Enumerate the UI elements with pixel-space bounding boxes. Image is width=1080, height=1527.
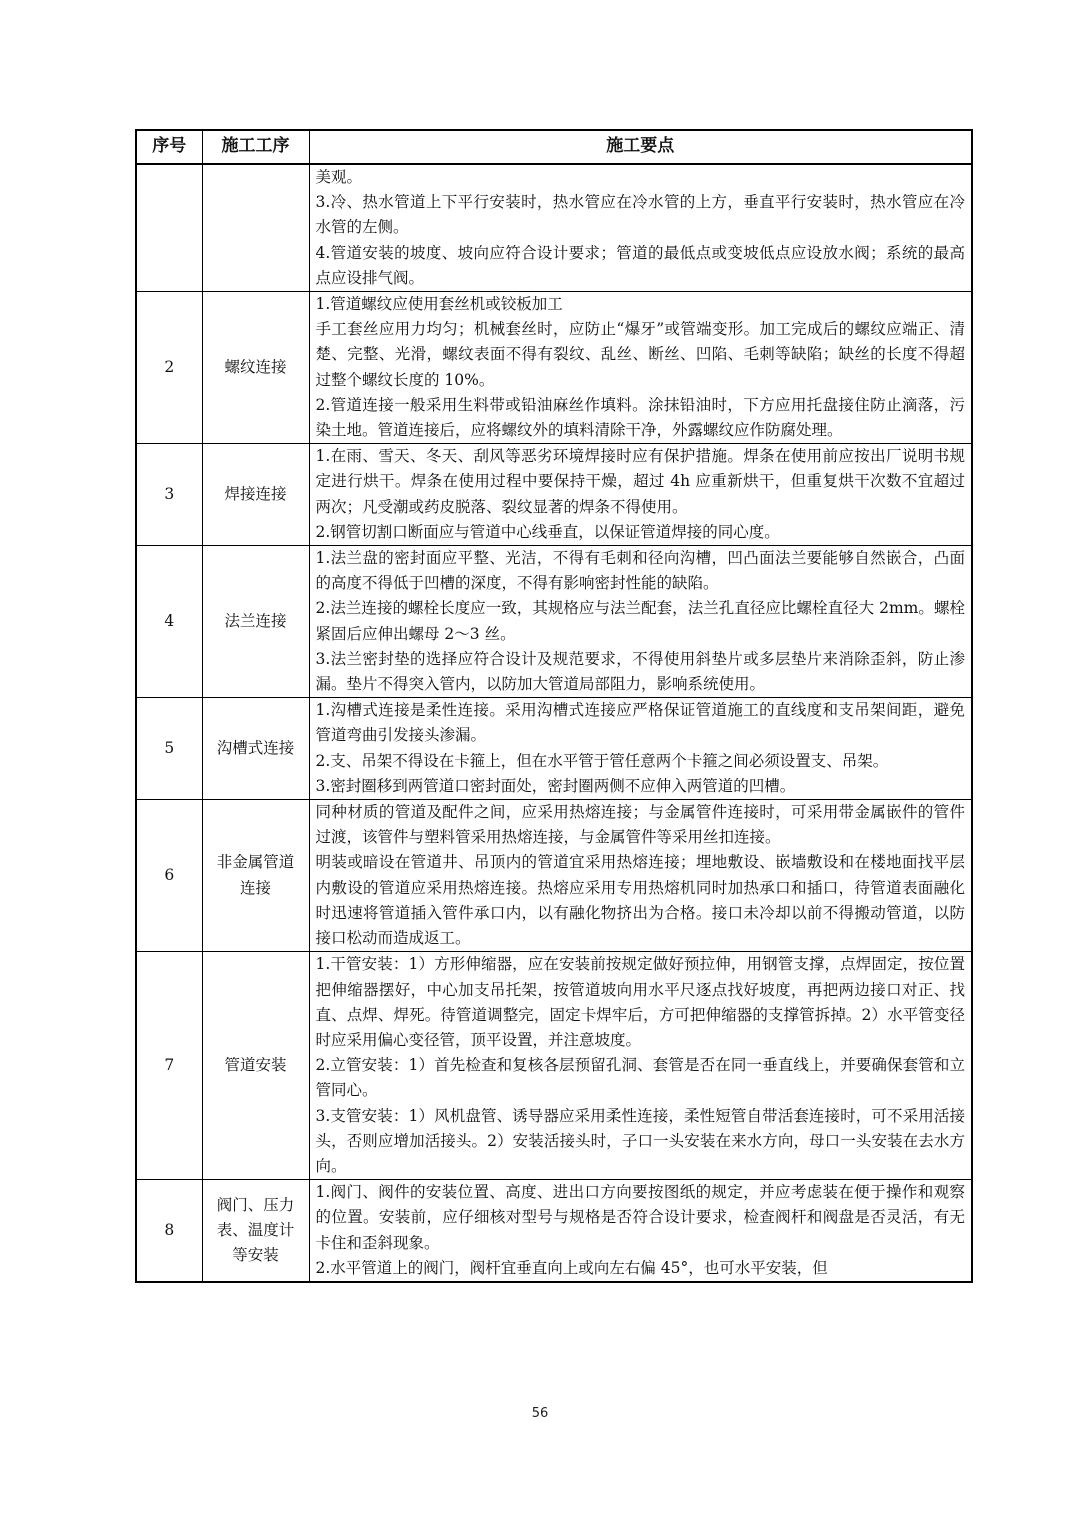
table-row: [136, 1180, 972, 1282]
row-points: [309, 164, 972, 292]
table-row: [136, 952, 972, 1180]
table-row: [136, 800, 972, 952]
table-row: [136, 546, 972, 698]
point-line: 2.支、吊架不得设在卡箍上，但在水平管于管任意两个卡箍之间必须设置支、吊架。: [315, 751, 889, 770]
point-line: 1.在雨、雪天、冬天、刮风等恶劣环境焊接时应有保护措施。焊条在使用前应按出厂说明书规定进行烘干。焊条在使用过程中要保持干燥，超过 4h 应重新烘干，但重复烘干次数不宜超过两次；凡受潮或药皮脱落、裂纹显著的焊条不得使用。: [315, 447, 965, 516]
point-line: 2.管道连接一般采用生料带或铅油麻丝作填料。涂抹铅油时，下方应用托盘接住防止滴落，污染土地。管道连接后，应将螺纹外的填料清除干净，外露螺纹应作防腐处理。: [315, 395, 965, 440]
row-no: 6: [136, 800, 202, 952]
point-line: 1.管道螺纹应使用套丝机或铰板加工: [315, 295, 563, 314]
row-process: 非金属管道连接: [202, 800, 309, 952]
point-line: 1.阀门、阀件的安装位置、高度、进出口方向要按图纸的规定，并应考虑装在便于操作和观察的位置。安装前，应仔细核对型号与规格是否符合设计要求，检查阀杆和阀盘是否灵活，有无卡住和歪斜现象。: [315, 1183, 965, 1252]
row-no: 3: [136, 444, 202, 546]
point-line: 2.钢管切割口断面应与管道中心线垂直，以保证管道焊接的同心度。: [315, 522, 780, 541]
row-no: 8: [136, 1180, 202, 1282]
row-process: 管道安装: [202, 952, 309, 1180]
row-process: 螺纹连接: [202, 292, 309, 444]
row-no: 4: [136, 546, 202, 698]
row-process: 焊接连接: [202, 444, 309, 546]
point-line: 3.密封圈移到两管道口密封面处，密封圈两侧不应伸入两管道的凹槽。: [315, 776, 796, 795]
point-line: 手工套丝应用力均匀；机械套丝时，应防止“爆牙”或管端变形。加工完成后的螺纹应端正、清楚、完整、光滑，螺纹表面不得有裂纹、乱丝、断丝、凹陷、毛刺等缺陷；缺丝的长度不得超过整个螺纹长度的 10%。: [315, 320, 965, 389]
row-points: [309, 952, 972, 1180]
row-process: 法兰连接: [202, 546, 309, 698]
point-line: 1.干管安装：1）方形伸缩器，应在安装前按规定做好预拉伸，用钢管支撑，点焊固定，按位置把伸缩器摆好，中心加支吊托架，按管道坡向用水平尺逐点找好坡度，再把两边接口对正、找直、点焊、焊死。待管道调整完，固定卡焊牢后，方可把伸缩器的支撑管拆掉。2）水平管变径时应采用偏心变径管，顶平设置，并注意坡度。: [315, 955, 965, 1049]
page-number: 56: [531, 1406, 549, 1421]
table-row: [136, 292, 972, 444]
point-line: 3.支管安装：1）风机盘管、诱导器应采用柔性连接，柔性短管自带活套连接时，可不采用活接头，否则应增加活接头。2）安装活接头时，子口一头安装在来水方向，母口一头安装在去水方向。: [315, 1106, 965, 1175]
row-no: 5: [136, 698, 202, 800]
row-process: 沟槽式连接: [202, 698, 309, 800]
row-points: [309, 292, 972, 444]
point-line: 2.法兰连接的螺栓长度应一致，其规格应与法兰配套，法兰孔直径应比螺栓直径大 2mm。螺栓紧固后应伸出螺母 2～3 丝。: [315, 599, 965, 643]
row-points: [309, 1180, 972, 1282]
table-row: [136, 164, 972, 292]
row-no: 2: [136, 292, 202, 444]
table-row: [136, 698, 972, 800]
point-line: 2.水平管道上的阀门，阀杆宜垂直向上或向左右偏 45°，也可水平安装，但: [315, 1258, 828, 1277]
point-line: 2.立管安装：1）首先检查和复核各层预留孔洞、套管是否在同一垂直线上，并要确保套管和立管同心。: [315, 1056, 965, 1100]
row-points: [309, 546, 972, 698]
table-row: [136, 444, 972, 546]
point-line: 1.法兰盘的密封面应平整、光洁，不得有毛刺和径向沟槽，凹凸面法兰要能够自然嵌合，凸面的高度不得低于凹槽的深度，不得有影响密封性能的缺陷。: [315, 549, 965, 593]
point-line: 明装或暗设在管道井、吊顶内的管道宜采用热熔连接；埋地敷设、嵌墙敷设和在楼地面找平层内敷设的管道应采用热熔连接。热熔应采用专用热熔机同时加热承口和插口，待管道表面融化时迅速将管道插入管件承口内，以有融化物挤出为合格。接口未冷却以前不得搬动管道，以防接口松动而造成返工。: [315, 853, 965, 948]
point-line: 4.管道安装的坡度、坡向应符合设计要求；管道的最低点或变坡低点应设放水阀；系统的最高点应设排气阀。: [315, 243, 965, 287]
header-process: 施工工序: [202, 130, 309, 164]
header-points: 施工要点: [309, 130, 972, 164]
row-process: 阀门、压力表、温度计等安装: [202, 1180, 309, 1282]
point-line: 3.法兰密封垫的选择应符合设计及规范要求，不得使用斜垫片或多层垫片来消除歪斜，防止渗漏。垫片不得突入管内，以防加大管道局部阻力，影响系统使用。: [315, 649, 965, 694]
row-points: [309, 800, 972, 952]
point-line: 1.沟槽式连接是柔性连接。采用沟槽式连接应严格保证管道施工的直线度和支吊架间距，避免管道弯曲引发接头渗漏。: [315, 701, 965, 745]
header-no: 序号: [136, 130, 202, 164]
row-process: [202, 164, 309, 292]
point-line: 同种材质的管道及配件之间，应采用热熔连接；与金属管件连接时，可采用带金属嵌件的管件过渡，该管件与塑料管采用热熔连接，与金属管件等采用丝扣连接。: [315, 803, 965, 847]
row-no: 7: [136, 952, 202, 1180]
point-line: 美观。: [315, 168, 363, 186]
row-points: [309, 698, 972, 800]
point-line: 3.冷、热水管道上下平行安装时，热水管应在冷水管的上方，垂直平行安装时，热水管应在冷水管的左侧。: [315, 193, 965, 237]
row-points: [309, 444, 972, 546]
table-header-row: [136, 130, 972, 164]
construction-points-table: [135, 129, 973, 1283]
